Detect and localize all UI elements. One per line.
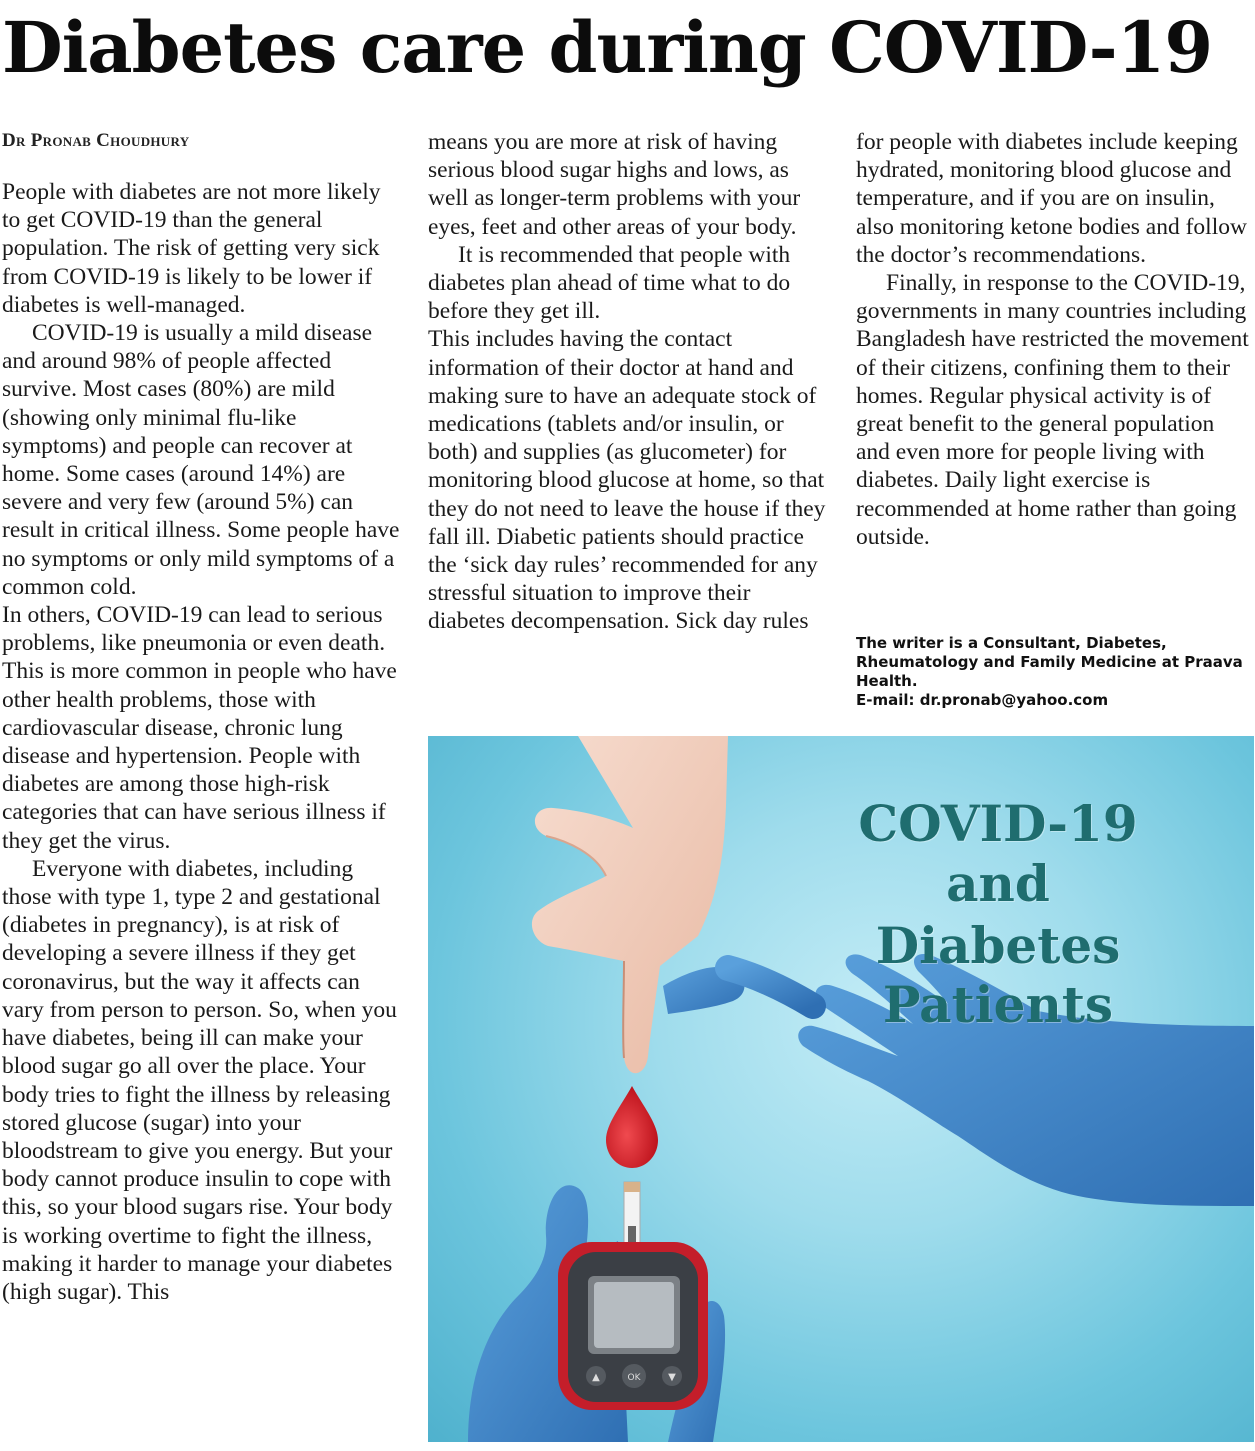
illustration-title-line-3: Diabetes Patients (875, 916, 1121, 1034)
paragraph: Everyone with diabetes, including those with type 1, type 2 and gestational (diabetes in pregnancy), is at risk of developing a severe illness if they get coronavirus, but the way it affects can vary from person to person. So, when you have diabetes, being ill can make your blood sugar go all over the place. Your body tries to fight the illness by releasing stored glucose (sugar) into your bloodstream to give you energy. But your body cannot produce insulin to cope with this, so your blood sugars rise. Your body is working overtime to fight the illness, making it harder to manage your diabetes (high sugar). This (2, 855, 397, 1305)
paragraph: COVID-19 is usually a mild disease and around 98% of people affected survive. Most cases (80%) are mild (showing only minimal flu-like symptoms) and people can recover at home. Some cases (around 14%) are severe and very few (around 5%) can result in critical illness. Some people have no symptoms or only mild symptoms of a common cold. (2, 320, 400, 600)
byline: Dr Pronab Choudhury (2, 130, 190, 151)
patient-hand (532, 736, 728, 1073)
author-bio (856, 634, 1254, 710)
paragraph: In others, COVID-19 can lead to serious problems, like pneumonia or even death. This is more common in people who have other health problems, those with cardiovascular disease, chronic lung disease and hypertension. People with diabetes are among those high-risk categories that can have serious illness if they get the virus. (2, 602, 397, 854)
paragraph: It is recommended that people with diabetes plan ahead of time what to do before they get ill. (428, 241, 791, 325)
illustration-title-line-1: COVID-19 (858, 794, 1138, 853)
article-column-1 (2, 178, 400, 1306)
paragraph: Finally, in response to the COVID-19, governments in many countries including Bangladesh have restricted the movement of their citizens, confining them to their homes. Regular physical activity is of great benefit to the general population and even more for people living with diabetes. Daily light exercise is recommended at home rather than going outside. (856, 270, 1249, 550)
illustration-title-line-2: and (946, 854, 1050, 913)
paragraph: means you are more at risk of having serious blood sugar highs and lows, as well as longer-term problems with your eyes, feet and other areas of your body. (428, 129, 801, 240)
meter-ok-button: OK (627, 1373, 641, 1383)
headline: Diabetes care during COVID-19 (2, 6, 1213, 89)
meter-down-button: ▼ (668, 1372, 676, 1383)
blood-drop-icon (606, 1086, 658, 1168)
article-column-2 (428, 128, 832, 636)
article-column-3 (856, 128, 1254, 551)
paragraph: for people with diabetes include keeping hydrated, monitoring blood glucose and temperature, and if you are on insulin, also monitoring ketone bodies and follow the doctor’s recommendations. (856, 129, 1247, 268)
author-bio-text: The writer is a Consultant, Diabetes, Rheumatology and Family Medicine at Praava Health. (856, 634, 1243, 690)
test-strip-icon (624, 1182, 640, 1246)
meter-up-button: ▲ (592, 1372, 600, 1383)
meter-buttons (586, 1364, 682, 1388)
author-email: E-mail: dr.pronab@yahoo.com (856, 691, 1109, 709)
paragraph: This includes having the contact information of their doctor at hand and making sure to have an adequate stock of medications (tablets and/or insulin, or both) and supplies (as glucometer) for monitoring blood glucose at home, so that they do not need to leave the house if they fall ill. Diabetic patients should practice the ‘sick day rules’ recommended for any stressful situation to improve their diabetes decompensation. Sick day rules (428, 326, 826, 635)
article-illustration (428, 736, 1254, 1442)
paragraph: People with diabetes are not more likely to get COVID-19 than the general population. The risk of getting very sick from COVID-19 is likely to be lower if diabetes is well-managed. (2, 179, 381, 318)
